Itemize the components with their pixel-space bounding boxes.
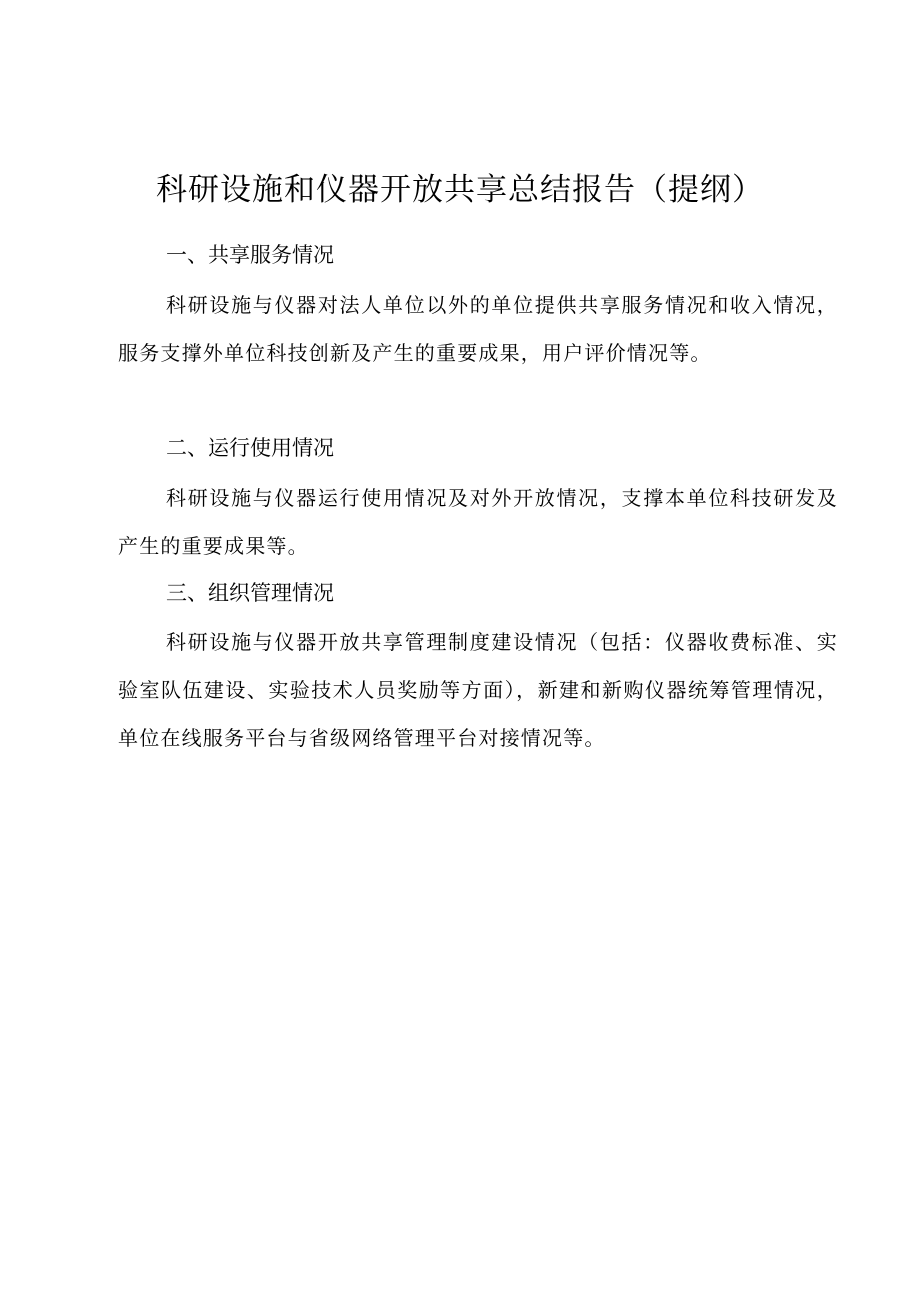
section-body-management: 科研设施与仪器开放共享管理制度建设情况（包括：仪器收费标准、实验室队伍建设、实验技术人员奖励等方面），新建和新购仪器统筹管理情况，单位在线服务平台与省级网络管理平台对接情况等。 xyxy=(118,630,838,750)
section-heading-operation: 二、运行使用情况 xyxy=(166,436,334,460)
section-body-operation: 科研设施与仪器运行使用情况及对外开放情况，支撑本单位科技研发及产生的重要成果等。 xyxy=(118,486,838,558)
section-heading-service: 一、共享服务情况 xyxy=(166,243,334,267)
document-title: 科研设施和仪器开放共享总结报告（提纲） xyxy=(156,172,764,208)
section-heading-management: 三、组织管理情况 xyxy=(166,581,334,605)
section-body-service: 科研设施与仪器对法人单位以外的单位提供共享服务情况和收入情况，服务支撑外单位科技创新及产生的重要成果，用户评价情况等。 xyxy=(118,293,838,365)
